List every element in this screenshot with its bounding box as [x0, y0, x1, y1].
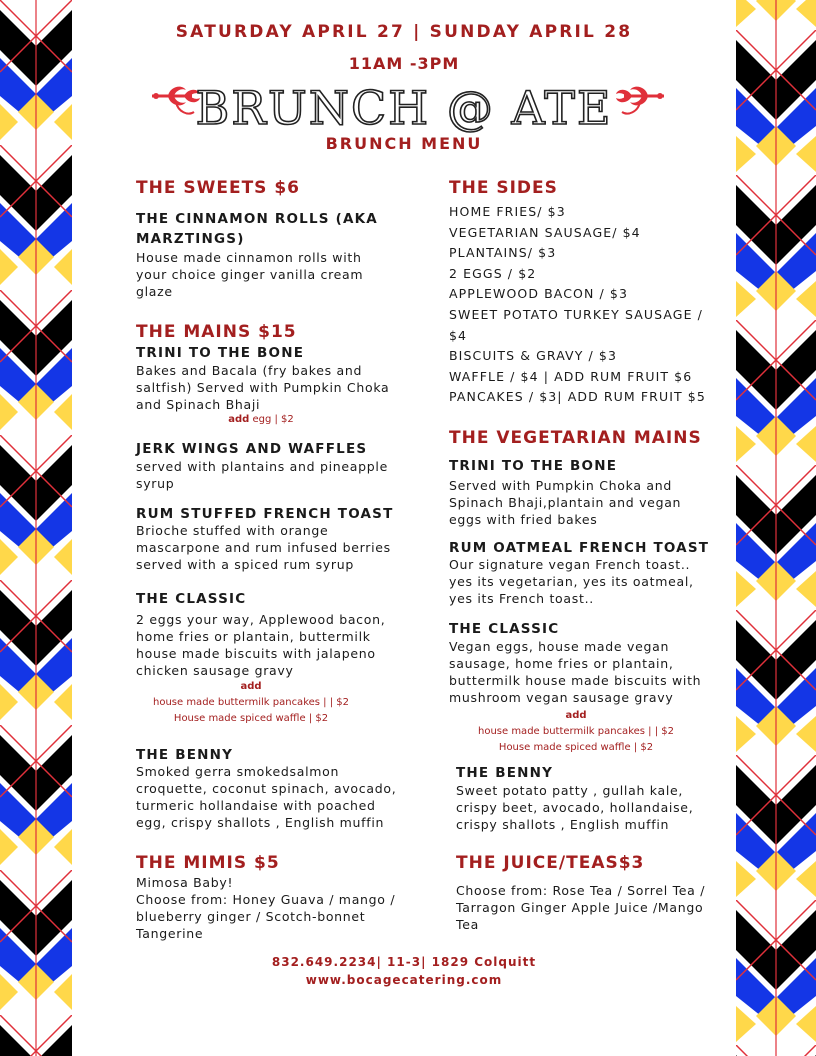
footer-contact: 832.649.2234| 11-3| 1829 Colquitt [271, 955, 537, 969]
veg-trini-name: TRINI TO THE BONE [449, 458, 618, 474]
left-pattern-border [0, 0, 72, 1056]
classic-addon-label [136, 679, 366, 695]
sweets-heading: THE SWEETS $6 [136, 178, 300, 198]
trini-bone-desc: Bakes and Bacala (fry bakes and saltfish) Served with Pumpkin Choka and Spinach Bhaji [136, 363, 390, 412]
jerk-wings-name: JERK WINGS AND WAFFLES [136, 441, 368, 457]
addon-text: egg | $2 [249, 414, 294, 425]
mimis-heading: THE MIMIS $5 [136, 853, 280, 873]
list-item: WAFFLE / $4 | ADD RUM FRUIT $6 [449, 368, 693, 384]
flourish-right-icon [614, 82, 668, 122]
classic-desc: 2 eggs your way, Applewood bacon, home fries or plantain, buttermilk house made biscuits with jalapeno chicken sausage gravy [136, 612, 386, 678]
benny-name: THE BENNY [136, 747, 234, 763]
addon-label: add [228, 414, 250, 425]
list-item: HOME FRIES/ $3 [449, 204, 566, 219]
event-dates: SATURDAY APRIL 27 | SUNDAY APRIL 28 [175, 22, 633, 42]
sides-list [449, 202, 709, 408]
cinnamon-rolls-name: THE CINNAMON ROLLS (AKA MARZTINGS) [136, 211, 378, 247]
mimis-line1: Mimosa Baby! [136, 875, 234, 890]
rum-french-toast-desc: Brioche stuffed with orange mascarpone and rum infused berries served with a spiced rum syrup [136, 523, 391, 572]
cinnamon-rolls-desc: House made cinnamon rolls with your choice ginger vanilla cream glaze [136, 250, 364, 299]
veg-classic-addon-waffle: House made spiced waffle | $2 [498, 742, 654, 753]
right-pattern-border [736, 0, 816, 1056]
addon-label: add [565, 710, 587, 721]
menu-content [72, 0, 736, 1056]
list-item: SWEET POTATO TURKEY SAUSAGE / $4 [449, 306, 703, 343]
rum-french-toast-name: RUM STUFFED FRENCH TOAST [136, 506, 394, 522]
addon-label: add [240, 681, 262, 692]
mimis-line2: Choose from: Honey Guava / mango / blueberry ginger / Scotch-bonnet Tangerine [136, 892, 396, 941]
veg-classic-addon-pancakes: house made buttermilk pancakes | | $2 [477, 726, 674, 737]
veg-classic-desc: Vegan eggs, house made vegan sausage, home fries or plantain, buttermilk house made biscuits with mushroom vegan sausage gravy [449, 639, 702, 705]
brand-title: BRUNCH @ ATE [195, 81, 613, 135]
title-row [72, 82, 736, 138]
list-item: BISCUITS & GRAVY / $3 [449, 348, 617, 364]
trini-bone-name: TRINI TO THE BONE [136, 345, 305, 361]
benny-desc: Smoked gerra smokedsalmon croquette, coconut spinach, avocado, turmeric hollandaise with poached egg, crispy shallots , English muffin [136, 764, 397, 830]
jerk-wings-desc: served with plantains and pineapple syrup [136, 459, 388, 491]
event-hours: 11AM -3PM [348, 54, 460, 73]
veg-heading: THE VEGETARIAN MAINS [449, 428, 702, 448]
sides-heading: THE SIDES [449, 178, 558, 198]
veg-rum-oatmeal-name: RUM OATMEAL FRENCH TOAST [449, 540, 710, 556]
veg-benny-desc: Sweet potato patty , gullah kale, crispy beet, avocado, hollandaise, crispy shallots , English muffin [456, 783, 694, 832]
classic-addon-waffle: House made spiced waffle | $2 [173, 713, 329, 724]
veg-classic-name: THE CLASSIC [449, 621, 560, 637]
classic-addon-pancakes: house made buttermilk pancakes | | $2 [152, 697, 349, 708]
veg-benny-name: THE BENNY [456, 765, 554, 781]
classic-name: THE CLASSIC [136, 591, 247, 607]
list-item: 2 EGGS / $2 [449, 265, 537, 281]
footer-website[interactable]: www.bocagecatering.com [305, 973, 503, 987]
mains-heading: THE MAINS $15 [136, 322, 297, 342]
list-item: PANCAKES / $3| ADD RUM FRUIT $5 [449, 389, 706, 405]
list-item: APPLEWOOD BACON / $3 [449, 286, 629, 302]
veg-trini-desc: Served with Pumpkin Choka and Spinach Bhaji,plantain and vegan eggs with fried bakes [449, 478, 682, 527]
list-item: PLANTAINS/ $3 [449, 245, 557, 261]
trini-bone-addon [136, 412, 386, 428]
juice-desc: Choose from: Rose Tea / Sorrel Tea / Tarragon Ginger Apple Juice /Mango Tea [456, 883, 706, 932]
list-item: VEGETARIAN SAUSAGE/ $4 [449, 224, 641, 240]
veg-classic-addon-label [464, 708, 688, 724]
juice-heading: THE JUICE/TEAS$3 [456, 853, 645, 873]
menu-subtitle: BRUNCH MENU [325, 134, 483, 153]
veg-rum-oatmeal-desc: Our signature vegan French toast.. yes its vegetarian, yes its oatmeal, yes its French toast.. [449, 557, 694, 606]
